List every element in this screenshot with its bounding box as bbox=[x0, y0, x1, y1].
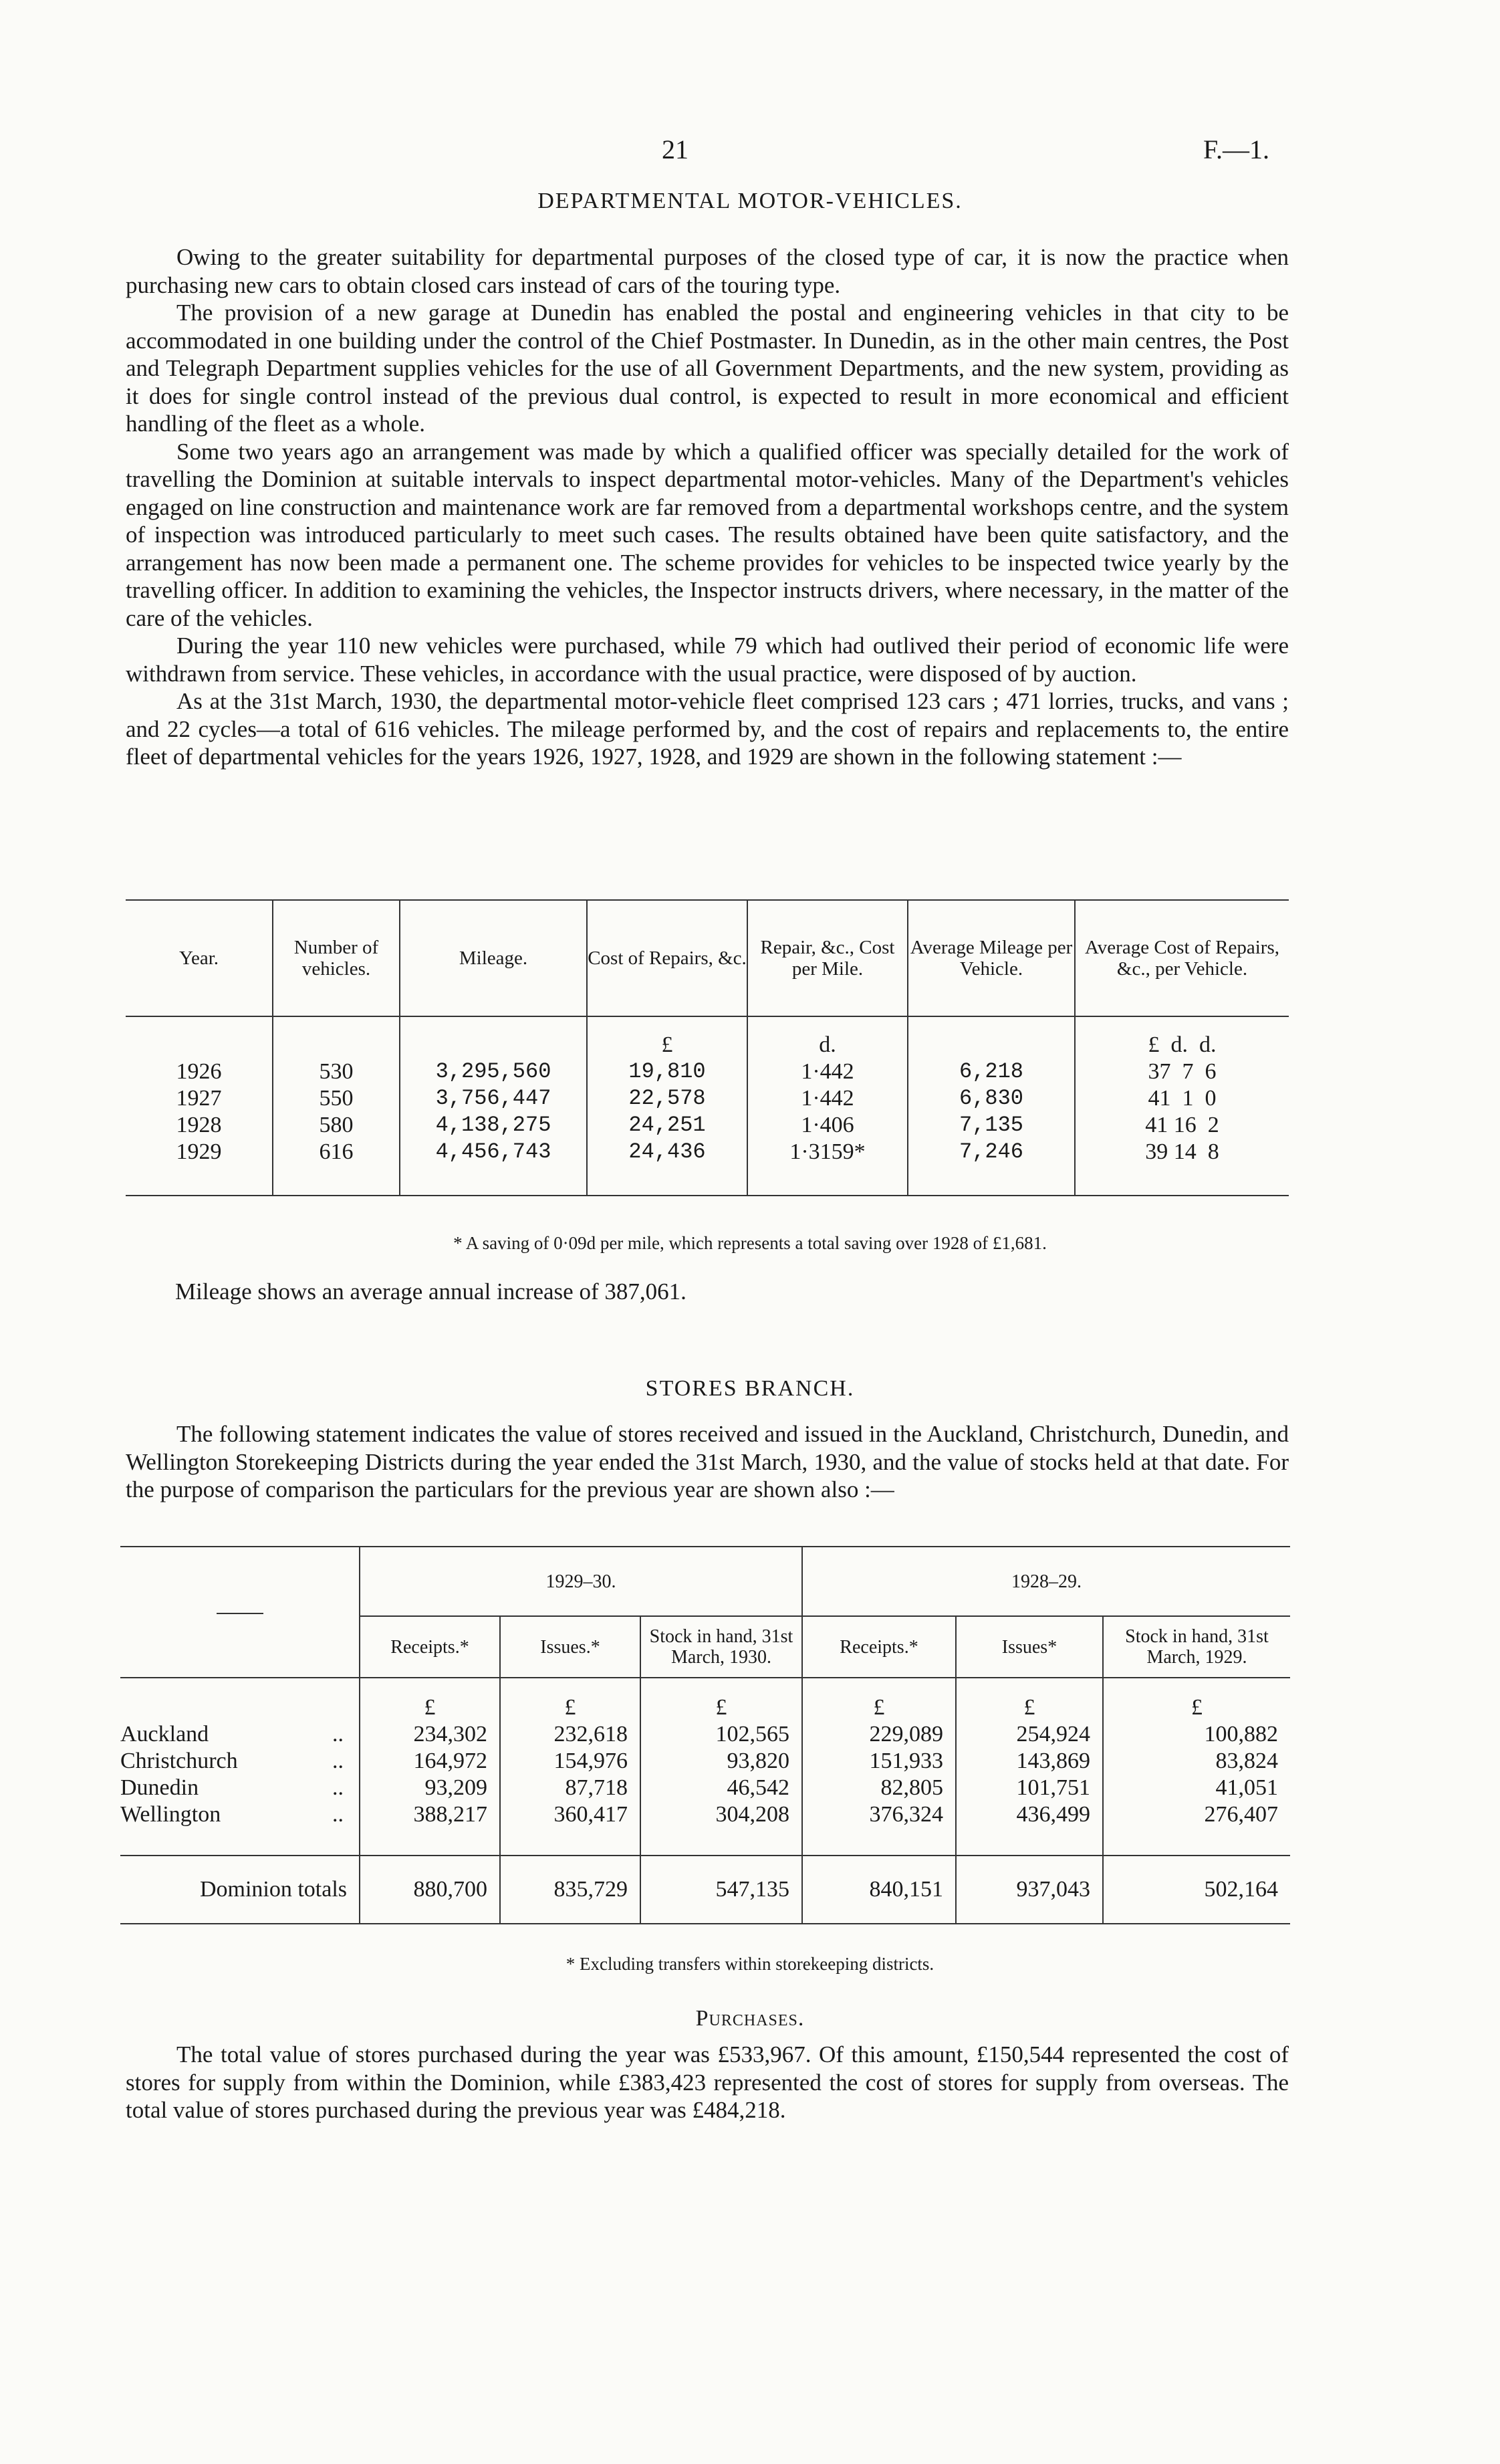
table-cell: 3,295,560 bbox=[400, 1058, 587, 1085]
unit-cell bbox=[400, 1016, 587, 1058]
table-cell: 6,218 bbox=[908, 1058, 1075, 1085]
column-header: Year. bbox=[178, 947, 219, 969]
paragraph: The total value of stores purchased during the year was £533,967. Of this amount, £150,544 represented the cost of stores for supply from within the Dominion, while £383,423 represented the cost of stores for supply from overseas. The total value of stores purchased during the previous year was £484,218. bbox=[126, 2041, 1289, 2123]
table-row bbox=[120, 1801, 1290, 1856]
table-row bbox=[120, 1721, 1290, 1748]
units-row bbox=[120, 1678, 1290, 1721]
table-cell: 93,820 bbox=[640, 1748, 802, 1775]
table-cell: 4,456,743 bbox=[400, 1139, 587, 1196]
stores-table-footnote: * Excluding transfers within storekeeping districts. bbox=[566, 1954, 934, 1974]
column-header: Cost of Repairs, &c. bbox=[587, 900, 747, 1016]
table-cell: 154,976 bbox=[500, 1748, 640, 1775]
total-cell: 835,729 bbox=[500, 1856, 640, 1924]
totals-row bbox=[120, 1856, 1290, 1924]
mileage-note: Mileage shows an average annual increase of 387,061. bbox=[175, 1278, 686, 1305]
column-header: Stock in hand, 31st March, 1929. bbox=[1103, 1616, 1290, 1678]
table-cell: 37 7 6 bbox=[1075, 1058, 1289, 1085]
column-header: Repair, &c., Cost per Mile. bbox=[747, 900, 908, 1016]
table-cell: 39 14 8 bbox=[1075, 1139, 1289, 1196]
unit-cell bbox=[273, 1016, 400, 1058]
table-header-row bbox=[126, 900, 1289, 1016]
column-header: Issues* bbox=[956, 1616, 1103, 1678]
column-header: Average Cost of Repairs, &c., per Vehicle. bbox=[1075, 900, 1289, 1016]
unit-cell: £ bbox=[587, 1016, 747, 1058]
group-header: 1928–29. bbox=[802, 1547, 1290, 1616]
leader-dots: .. bbox=[332, 1722, 344, 1747]
table-cell: 3,756,447 bbox=[400, 1085, 587, 1112]
table-cell: 93,209 bbox=[360, 1775, 500, 1801]
paragraph: Some two years ago an arrangement was made by which a qualified officer was specially detailed for the work of travelling the Dominion at suitable intervals to inspect departmental motor-vehicles. Many of the Department's vehicles engaged on line construction and maintenance work are far removed from a departmental workshops centre, and the system of inspection was introduced particularly to meet such cases. The results obtained have been quite satisfactory, and the arrangement has now been made a permanent one. The scheme provides for vehicles to be inspected twice yearly by the travelling officer. In addition to examining the vehicles, the Inspector instructs drivers, where necessary, in the matter of the care of the vehicles. bbox=[126, 438, 1289, 631]
totals-label: Dominion totals bbox=[120, 1856, 360, 1924]
unit-cell: £ bbox=[1103, 1678, 1290, 1721]
leader-dots: .. bbox=[332, 1802, 344, 1827]
unit-cell: d. bbox=[747, 1016, 908, 1058]
paragraph: Owing to the greater suitability for departmental purposes of the closed type of car, it is now the practice when purchasing new cars to obtain closed cars instead of cars of the touring type. bbox=[126, 244, 1289, 298]
district-name: Christchurch bbox=[120, 1749, 238, 1773]
total-cell: 502,164 bbox=[1103, 1856, 1290, 1924]
table-cell: 100,882 bbox=[1103, 1721, 1290, 1748]
unit-cell bbox=[120, 1678, 360, 1721]
table-cell: 436,499 bbox=[956, 1801, 1103, 1856]
column-header: Issues.* bbox=[500, 1616, 640, 1678]
units-row bbox=[126, 1016, 1289, 1058]
district-name: Dunedin bbox=[120, 1775, 199, 1800]
column-header: Average Mileage per Vehicle. bbox=[908, 900, 1075, 1016]
table-cell: 234,302 bbox=[360, 1721, 500, 1748]
paragraph: During the year 110 new vehicles were purchased, while 79 which had outlived their period of economic life were withdrawn from service. These vehicles, in accordance with the usual practice, were disposed of by auction. bbox=[126, 633, 1289, 687]
table-cell: 7,246 bbox=[908, 1139, 1075, 1196]
table-cell: 24,436 bbox=[587, 1139, 747, 1196]
table-cell: 41 16 2 bbox=[1075, 1112, 1289, 1139]
table-cell: 1·442 bbox=[747, 1085, 908, 1112]
table-cell: 19,810 bbox=[587, 1058, 747, 1085]
table-cell: 1·3159* bbox=[747, 1139, 908, 1196]
table-cell: 580 bbox=[273, 1112, 400, 1139]
total-cell: 547,135 bbox=[640, 1856, 802, 1924]
table-cell: 7,135 bbox=[908, 1112, 1075, 1139]
column-header: Mileage. bbox=[400, 900, 587, 1016]
group-header: 1929–30. bbox=[360, 1547, 802, 1616]
document-reference: F.—1. bbox=[1203, 134, 1270, 164]
table-cell: 6,830 bbox=[908, 1085, 1075, 1112]
total-cell: 880,700 bbox=[360, 1856, 500, 1924]
table-cell: 101,751 bbox=[956, 1775, 1103, 1801]
page-number: 21 bbox=[662, 134, 689, 164]
dash-line bbox=[217, 1613, 263, 1614]
motor-vehicles-body bbox=[126, 243, 1289, 771]
table-cell: 1929 bbox=[126, 1139, 273, 1196]
section-heading-purchases: Purchases. bbox=[695, 2006, 805, 2031]
table-cell: 530 bbox=[273, 1058, 400, 1085]
table-cell: 1927 bbox=[176, 1086, 222, 1111]
table-cell: 24,251 bbox=[587, 1112, 747, 1139]
table-cell: 143,869 bbox=[956, 1748, 1103, 1775]
table-cell: 360,417 bbox=[500, 1801, 640, 1856]
table-cell: 83,824 bbox=[1103, 1748, 1290, 1775]
purchases-body bbox=[126, 2041, 1289, 2124]
table-cell: 550 bbox=[273, 1085, 400, 1112]
unit-cell: £ bbox=[956, 1678, 1103, 1721]
table-cell: 4,138,275 bbox=[400, 1112, 587, 1139]
district-name-cell bbox=[120, 1748, 360, 1775]
table-cell: 41 1 0 bbox=[1075, 1085, 1289, 1112]
table-cell: 388,217 bbox=[360, 1801, 500, 1856]
table-cell: 1928 bbox=[176, 1113, 222, 1137]
table-cell: 82,805 bbox=[802, 1775, 956, 1801]
table-row bbox=[120, 1748, 1290, 1775]
stores-body bbox=[126, 1420, 1289, 1504]
table-cell: 1·442 bbox=[747, 1058, 908, 1085]
table-cell: 304,208 bbox=[640, 1801, 802, 1856]
table-cell: 102,565 bbox=[640, 1721, 802, 1748]
column-header: Number of vehicles. bbox=[273, 900, 400, 1016]
group-header-row bbox=[120, 1547, 1290, 1616]
table-row bbox=[126, 1112, 1289, 1139]
section-heading-stores-branch: STORES BRANCH. bbox=[645, 1376, 855, 1401]
table-cell: 232,618 bbox=[500, 1721, 640, 1748]
motor-table-footnote: * A saving of 0·09d per mile, which represents a total saving over 1928 of £1,681. bbox=[453, 1233, 1047, 1253]
table-cell: 229,089 bbox=[802, 1721, 956, 1748]
table-cell: 41,051 bbox=[1103, 1775, 1290, 1801]
paragraph: The provision of a new garage at Dunedin has enabled the postal and engineering vehicles in that city to be accommodated in one building under the control of the Chief Postmaster. In Dunedin, as in the other main centres, the Post and Telegraph Department supplies vehicles for the use of all Government Departments, and the new system, providing as it does for single control instead of the previous dual control, is expected to result in more economical and efficient handling of the fleet as a whole. bbox=[126, 300, 1289, 437]
column-header: Stock in hand, 31st March, 1930. bbox=[640, 1616, 802, 1678]
stores-statement-table bbox=[120, 1546, 1290, 1924]
unit-cell: £ bbox=[640, 1678, 802, 1721]
table-row bbox=[126, 1085, 1289, 1112]
total-cell: 840,151 bbox=[802, 1856, 956, 1924]
section-heading-motor-vehicles: DEPARTMENTAL MOTOR-VEHICLES. bbox=[537, 189, 963, 213]
table-cell: 22,578 bbox=[587, 1085, 747, 1112]
district-name: Auckland bbox=[120, 1722, 209, 1747]
table-cell: 254,924 bbox=[956, 1721, 1103, 1748]
unit-cell: £ bbox=[802, 1678, 956, 1721]
column-header: Receipts.* bbox=[360, 1616, 500, 1678]
paragraph: As at the 31st March, 1930, the departmental motor-vehicle fleet comprised 123 cars ; 471 lorries, trucks, and vans ; and 22 cycles—a total of 616 vehicles. The mileage performed by, and the cost of repairs and replacements to, the entire fleet of departmental vehicles for the years 1926, 1927, 1928, and 1929 are shown in the following statement :— bbox=[126, 688, 1289, 770]
table-cell: 164,972 bbox=[360, 1748, 500, 1775]
table-cell: 87,718 bbox=[500, 1775, 640, 1801]
unit-cell: £ bbox=[500, 1678, 640, 1721]
total-cell: 937,043 bbox=[956, 1856, 1103, 1924]
table-cell: 276,407 bbox=[1103, 1801, 1290, 1856]
district-name: Wellington bbox=[120, 1802, 221, 1827]
table-cell: 46,542 bbox=[640, 1775, 802, 1801]
unit-cell bbox=[126, 1016, 273, 1058]
leader-dots: .. bbox=[332, 1749, 344, 1773]
motor-vehicle-statement-table bbox=[126, 899, 1289, 1196]
table-row bbox=[126, 1139, 1289, 1196]
column-header: Receipts.* bbox=[802, 1616, 956, 1678]
table-row bbox=[126, 1058, 1289, 1085]
district-name-cell bbox=[120, 1721, 360, 1748]
table-cell: 1926 bbox=[176, 1059, 222, 1084]
table-row bbox=[120, 1775, 1290, 1801]
table-cell: 376,324 bbox=[802, 1801, 956, 1856]
table-cell: 1·406 bbox=[747, 1112, 908, 1139]
table-cell: 616 bbox=[273, 1139, 400, 1196]
unit-cell: £ d. d. bbox=[1075, 1016, 1289, 1058]
unit-cell: £ bbox=[360, 1678, 500, 1721]
paragraph: The following statement indicates the value of stores received and issued in the Auckland, Christchurch, Dunedin, and Wellington Storekeeping Districts during the year ended the 31st March, 1930, and the value of stocks held at that date. For the purpose of comparison the particulars for the previous year are shown also :— bbox=[126, 1421, 1289, 1502]
unit-cell bbox=[908, 1016, 1075, 1058]
district-name-cell bbox=[120, 1775, 360, 1801]
row-header-dash bbox=[120, 1547, 360, 1678]
leader-dots: .. bbox=[332, 1775, 344, 1800]
district-name-cell bbox=[120, 1801, 360, 1856]
table-cell: 151,933 bbox=[802, 1748, 956, 1775]
